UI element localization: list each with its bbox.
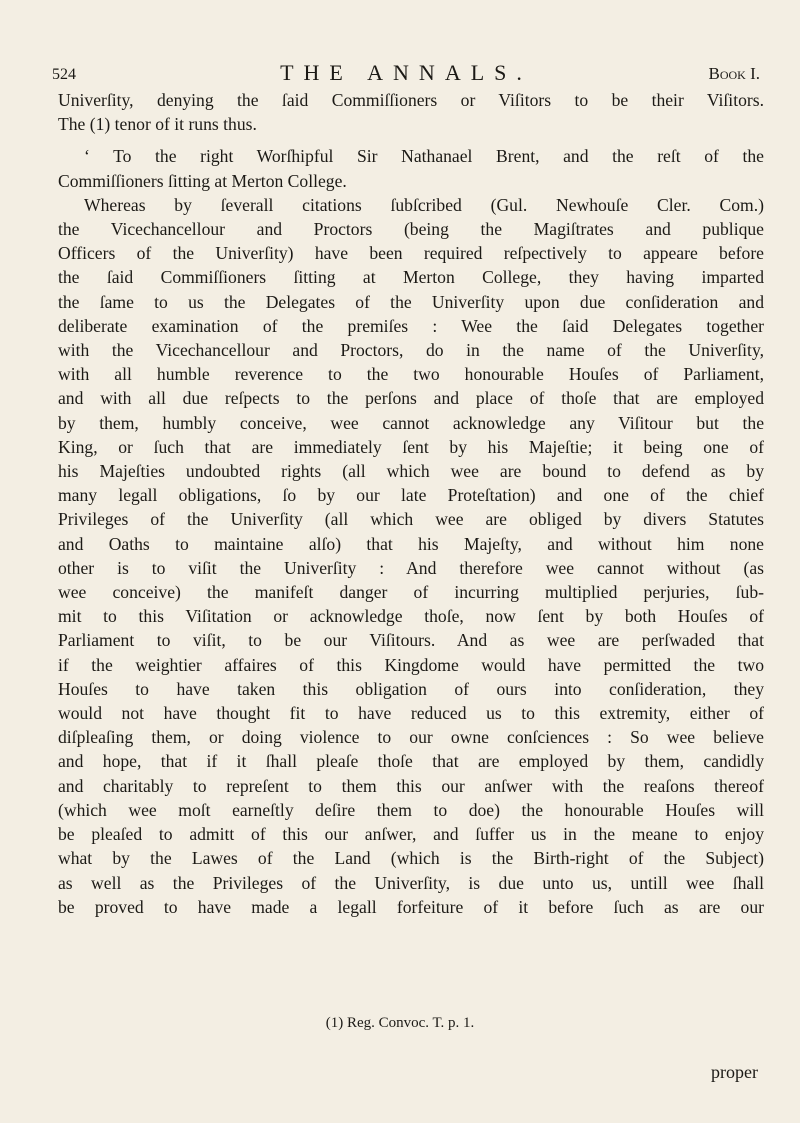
text-line: diſpleaſing them, or doing violence to our owne conſciences : So wee believe [58, 727, 764, 748]
running-head [52, 60, 760, 90]
text-line: Houſes to have taken this obligation of ours into conſideration, they [58, 678, 764, 699]
catchword: proper [711, 1062, 758, 1082]
text-line: be pleaſed to admitt of this our anſwer, and ſuffer us in the meane to enjoy [58, 824, 764, 845]
text-line: and Oaths to maintaine alſo) that his Majeſty, and without him none [58, 533, 764, 554]
text-line: with the Vicechancellour and Proctors, do in the name of the Univerſity, [58, 340, 764, 361]
text-line: deliberate examination of the premiſes : Wee the ſaid Delegates together [58, 315, 764, 336]
text-line: and hope, that if it ſhall pleaſe thoſe that are employed by them, candidly [58, 751, 764, 772]
text-line: Whereas by ſeverall citations ſubſcribed (Gul. Newhouſe Cler. Com.) [84, 194, 764, 215]
text-line: would not have thought fit to have reduced us to this extremity, either of [58, 703, 764, 724]
text-line: and with all due reſpects to the perſons and place of thoſe that are employed [58, 388, 764, 409]
intro-paragraph [58, 88, 764, 136]
text-line: and charitably to repreſent to them this our anſwer with the reaſons thereof [58, 775, 764, 796]
text-line: what by the Lawes of the Land (which is the Birth-right of the Subject) [58, 848, 764, 869]
text-line: Officers of the Univerſity) have been required reſpectively to appeare before [58, 243, 764, 264]
text-line: if the weightier affaires of this Kingdome would have permitted the two [58, 654, 764, 675]
text-line: other is to viſit the Univerſity : And therefore wee cannot without (as [58, 557, 764, 578]
text-line: ‘ To the right Worſhipful Sir Nathanael Brent, and the reſt of the [84, 146, 764, 167]
text-line: many legall obligations, ſo by our late Proteſtation) and one of the chief [58, 485, 764, 506]
text-line: King, or ſuch that are immediately ſent by his Majeſtie; it being one of [58, 436, 764, 457]
main-text [58, 88, 764, 919]
text-line: his Majeſties undoubted rights (all which wee are bound to defend as by [58, 461, 764, 482]
text-line: Univerſity, denying the ſaid Commiſſioners or Viſitors to be their Viſitors. [58, 90, 764, 110]
text-line: Parliament to viſit, to be our Viſitours. And as wee are perſwaded that [58, 630, 764, 651]
book-label: Book I. [708, 64, 760, 83]
footnote: (1) Reg. Convoc. T. p. 1. [325, 1015, 475, 1031]
text-line: by them, humbly conceive, wee cannot acknowledge any Viſitour but the [58, 412, 764, 433]
running-title: THE ANNALS. [280, 60, 532, 85]
address-paragraph [58, 144, 764, 192]
text-line: be proved to have made a legall forfeiture of it before ſuch as are our [58, 896, 764, 917]
text-line: with all humble reverence to the two honourable Houſes of Parliament, [58, 364, 764, 385]
text-line: the Vicechancellour and Proctors (being the Magiſtrates and publique [58, 219, 764, 240]
body-paragraph [58, 193, 764, 919]
text-line: Commiſſioners ſitting at Merton College. [58, 170, 347, 191]
text-line: mit to this Viſitation or acknowledge thoſe, now ſent by both Houſes of [58, 606, 764, 627]
text-line: Privileges of the Univerſity (all which wee are obliged by divers Statutes [58, 509, 764, 530]
page-number: 524 [52, 66, 76, 83]
text-line: (which wee moſt earneſtly deſire them to doe) the honourable Houſes will [58, 799, 764, 820]
text-line: the ſame to us the Delegates of the Univerſity upon due conſideration and [58, 291, 764, 312]
text-line: The (1) tenor of it runs thus. [58, 114, 257, 135]
text-line: the ſaid Commiſſioners ſitting at Merton College, they having imparted [58, 267, 764, 288]
text-line: wee conceive) the manifeſt danger of incurring multiplied perjuries, ſub- [58, 582, 764, 603]
text-line: as well as the Privileges of the Univerſity, is due unto us, untill wee ſhall [58, 872, 764, 893]
